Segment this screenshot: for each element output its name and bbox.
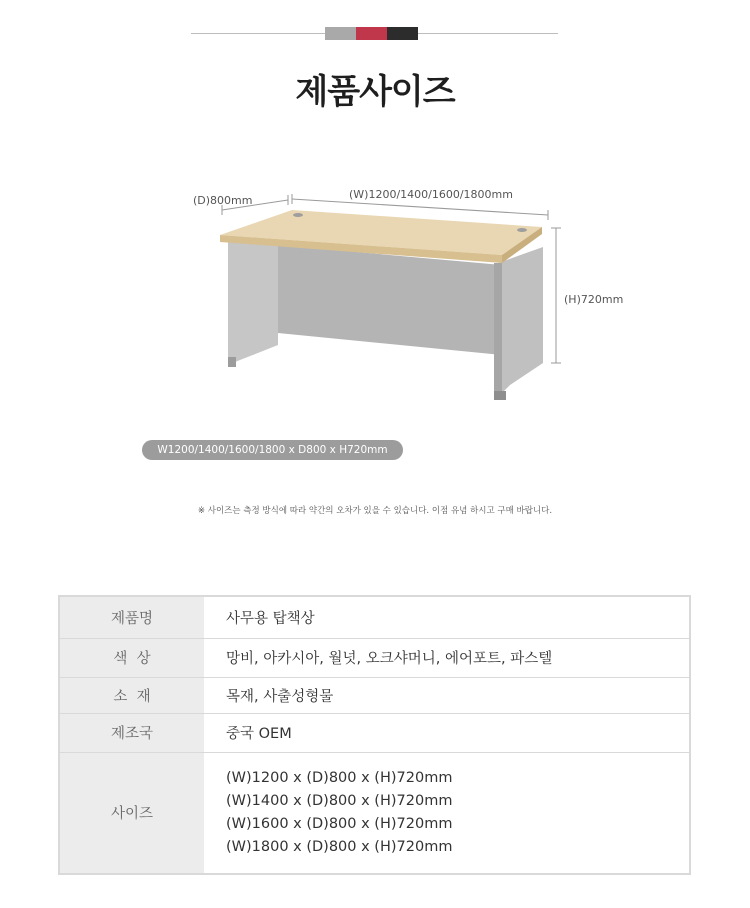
desk-left-panel	[228, 240, 278, 365]
spec-row-size	[60, 752, 689, 873]
desk-right-panel	[498, 247, 543, 397]
height-dimension-line	[551, 228, 561, 363]
desk-left-foot	[228, 357, 236, 367]
spec-row-name	[60, 597, 689, 638]
spec-value-name: 사무용 탑책상	[204, 597, 689, 638]
desk-illustration	[180, 185, 580, 405]
size-notice-text: ※ 사이즈는 측정 방식에 따라 약간의 오차가 있을 수 있습니다. 이점 유념 하시고 구매 바랍니다.	[197, 506, 553, 516]
spec-row-origin	[60, 713, 689, 752]
cable-hole-left	[293, 213, 303, 217]
color-block-red	[356, 27, 387, 40]
spec-value-sizes	[204, 752, 689, 873]
header-color-blocks	[325, 27, 418, 40]
depth-dimension-line	[222, 195, 288, 215]
desk-right-foot	[494, 391, 506, 400]
size-option: (W)1200 x (D)800 x (H)720mm	[226, 769, 453, 786]
spec-row-color	[60, 638, 689, 677]
spec-label-name: 제품명	[60, 597, 204, 638]
cable-hole-right	[517, 228, 527, 232]
size-summary-badge: W1200/1400/1600/1800 x D800 x H720mm	[142, 440, 403, 460]
depth-dimension-label: (D)800mm	[193, 194, 253, 207]
color-block-gray	[325, 27, 356, 40]
spec-value-material: 목재, 사출성형물	[204, 677, 689, 713]
spec-value-origin: 중국 OEM	[204, 713, 689, 752]
spec-row-material	[60, 677, 689, 713]
spec-label-color: 색 상	[60, 638, 204, 677]
width-dimension-label: (W)1200/1400/1600/1800mm	[349, 188, 513, 201]
size-option: (W)1800 x (D)800 x (H)720mm	[226, 838, 453, 855]
spec-label-origin: 제조국	[60, 713, 204, 752]
desk-back-panel	[278, 245, 502, 355]
page-title: 제품사이즈	[295, 72, 455, 112]
spec-value-color: 망비, 아카시아, 월넛, 오크샤머니, 에어포트, 파스텔	[204, 638, 689, 677]
spec-label-material: 소 재	[60, 677, 204, 713]
size-option: (W)1600 x (D)800 x (H)720mm	[226, 815, 453, 832]
size-option: (W)1400 x (D)800 x (H)720mm	[226, 792, 453, 809]
spec-table	[58, 595, 691, 875]
spec-label-size: 사이즈	[60, 752, 204, 873]
color-block-black	[387, 27, 418, 40]
desk-right-panel-front	[494, 263, 502, 397]
height-dimension-label: (H)720mm	[564, 293, 624, 306]
